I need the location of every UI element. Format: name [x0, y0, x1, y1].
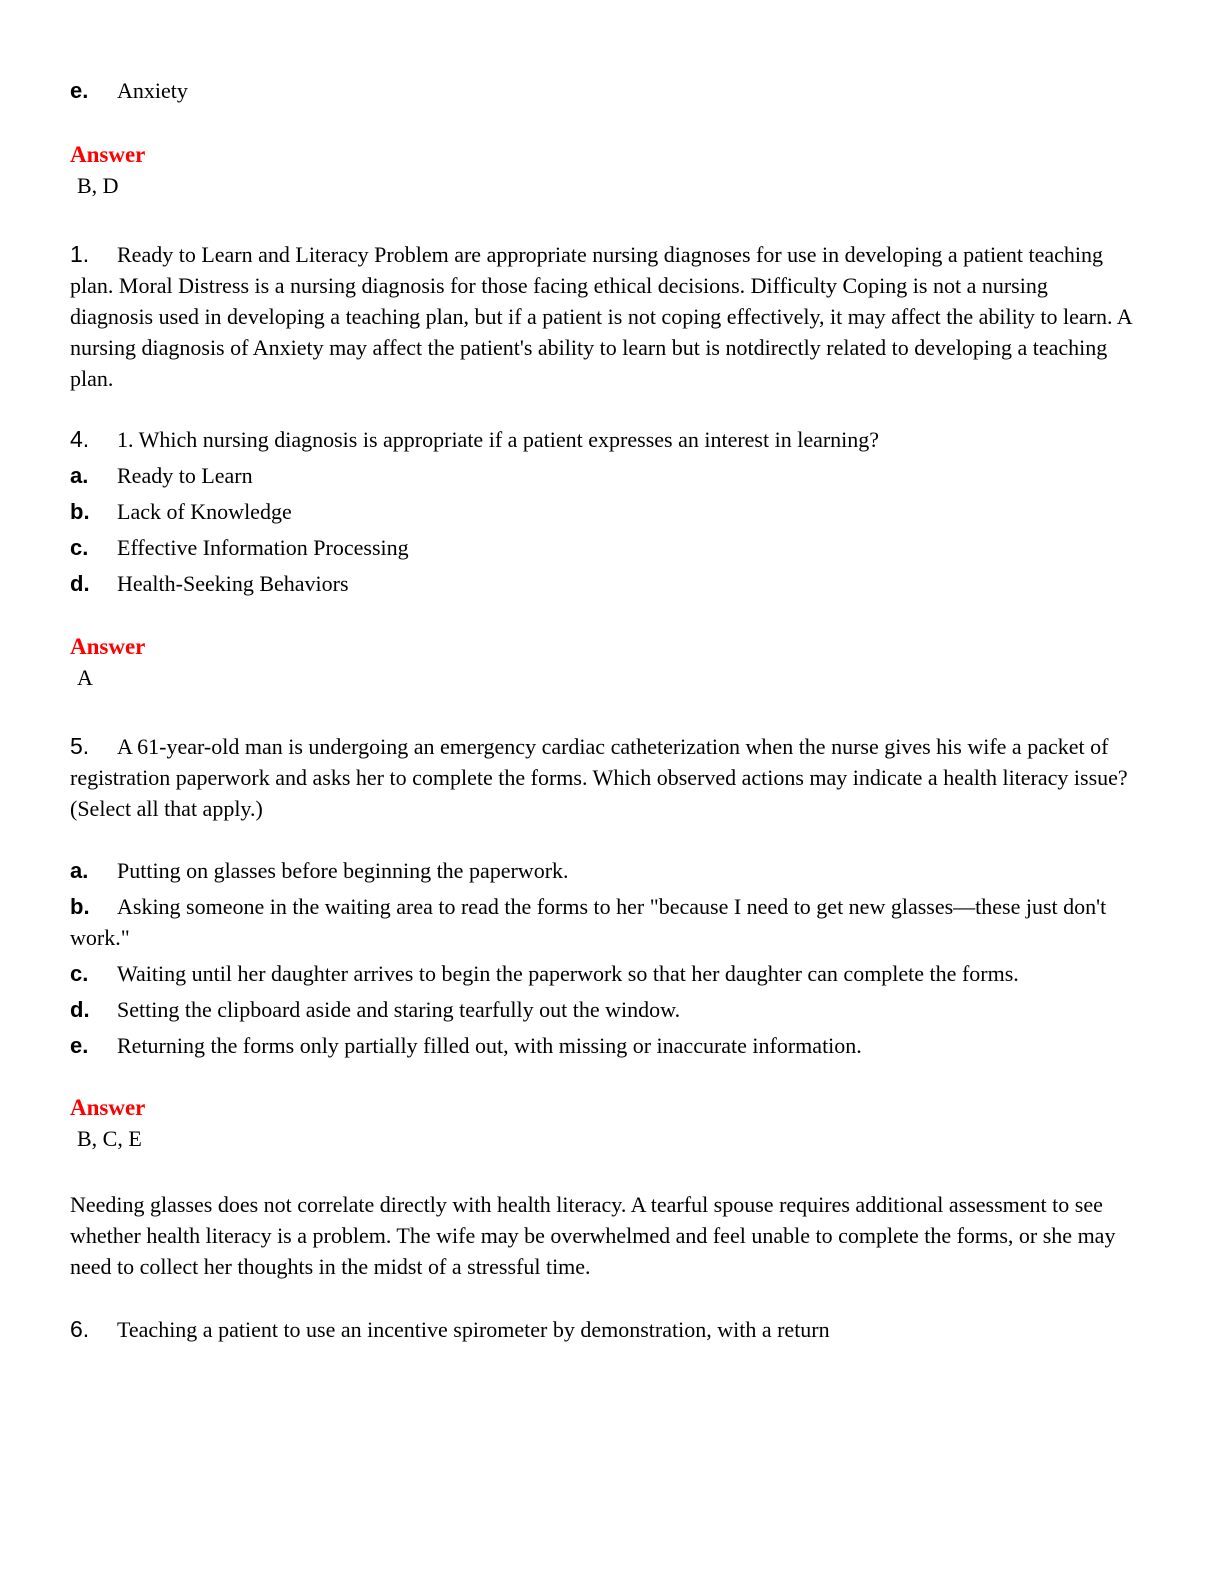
- rationale-paragraph: [70, 239, 1136, 394]
- answer-block: [70, 139, 1136, 201]
- option-item: [70, 891, 1136, 953]
- question-item: [70, 1314, 1136, 1345]
- question-number-marker: 4.: [70, 426, 90, 452]
- answer-value: B, D: [77, 173, 119, 198]
- option-marker: a.: [70, 463, 89, 488]
- option-item: [70, 958, 1136, 989]
- question-text: A 61-year-old man is undergoing an emergency cardiac catheterization when the nurse gives his wife a packet of registration paperwork and asks her to complete the forms. Which observed actions may indicate a health literacy issue? (Select all that apply.): [70, 734, 1128, 821]
- option-text: Effective Information Processing: [117, 535, 409, 560]
- option-marker: c.: [70, 535, 89, 560]
- answer-label: Answer: [70, 634, 146, 659]
- option-item: [70, 532, 1136, 563]
- question-text: Teaching a patient to use an incentive spirometer by demonstration, with a return: [117, 1317, 830, 1342]
- option-marker: b.: [70, 499, 90, 524]
- option-item: [70, 460, 1136, 491]
- answer-label: Answer: [70, 1095, 146, 1120]
- option-marker: e.: [70, 78, 89, 103]
- option-text: Putting on glasses before beginning the paperwork.: [117, 858, 569, 883]
- option-text: Lack of Knowledge: [117, 499, 292, 524]
- option-marker: c.: [70, 961, 89, 986]
- rationale-text: Ready to Learn and Literacy Problem are appropriate nursing diagnoses for use in developing a patient teaching plan. Moral Distress is a nursing diagnosis for those facing ethical decisions. Difficulty Coping is not a nursing diagnosis used in developing a teaching plan, but if a patient is not coping effectively, it may affect the ability to learn. A nursing diagnosis of Anxiety may affect the patient's ability to learn but is notdirectly related to developing a teaching plan.: [70, 242, 1132, 391]
- question-number-marker: 6.: [70, 1316, 90, 1342]
- option-item: [70, 75, 1136, 106]
- option-item: [70, 496, 1136, 527]
- option-marker: b.: [70, 894, 90, 919]
- option-text: Returning the forms only partially filled out, with missing or inaccurate information.: [117, 1033, 862, 1058]
- rationale-paragraph: Needing glasses does not correlate directly with health literacy. A tearful spouse requires additional assessment to see whether health literacy is a problem. The wife may be overwhelmed and feel unable to complete the forms, or she may need to collect her thoughts in the midst of a stressful time.: [70, 1192, 1116, 1279]
- answer-block: [70, 631, 1136, 693]
- question-item: [70, 424, 1136, 455]
- list-number-marker: 1.: [70, 241, 90, 267]
- option-item: [70, 855, 1136, 886]
- option-text: Anxiety: [117, 78, 188, 103]
- answer-value: B, C, E: [77, 1126, 142, 1151]
- question-item: [70, 731, 1136, 824]
- option-item: [70, 1030, 1136, 1061]
- option-item: [70, 994, 1136, 1025]
- question-text: 1. Which nursing diagnosis is appropriate if a patient expresses an interest in learning?: [117, 427, 880, 452]
- answer-label: Answer: [70, 142, 146, 167]
- option-marker: a.: [70, 858, 89, 883]
- option-marker: d.: [70, 571, 90, 596]
- option-text: Waiting until her daughter arrives to begin the paperwork so that her daughter can complete the forms.: [117, 961, 1019, 986]
- question-number-marker: 5.: [70, 733, 90, 759]
- answer-block: [70, 1092, 1136, 1154]
- option-marker: d.: [70, 997, 90, 1022]
- option-item: [70, 568, 1136, 599]
- option-text: Ready to Learn: [117, 463, 253, 488]
- option-text: Asking someone in the waiting area to read the forms to her "because I need to get new glasses—these just don't work.": [70, 894, 1107, 950]
- option-text: Health-Seeking Behaviors: [117, 571, 349, 596]
- option-text: Setting the clipboard aside and staring tearfully out the window.: [117, 997, 681, 1022]
- answer-value: A: [77, 665, 93, 690]
- option-marker: e.: [70, 1033, 89, 1058]
